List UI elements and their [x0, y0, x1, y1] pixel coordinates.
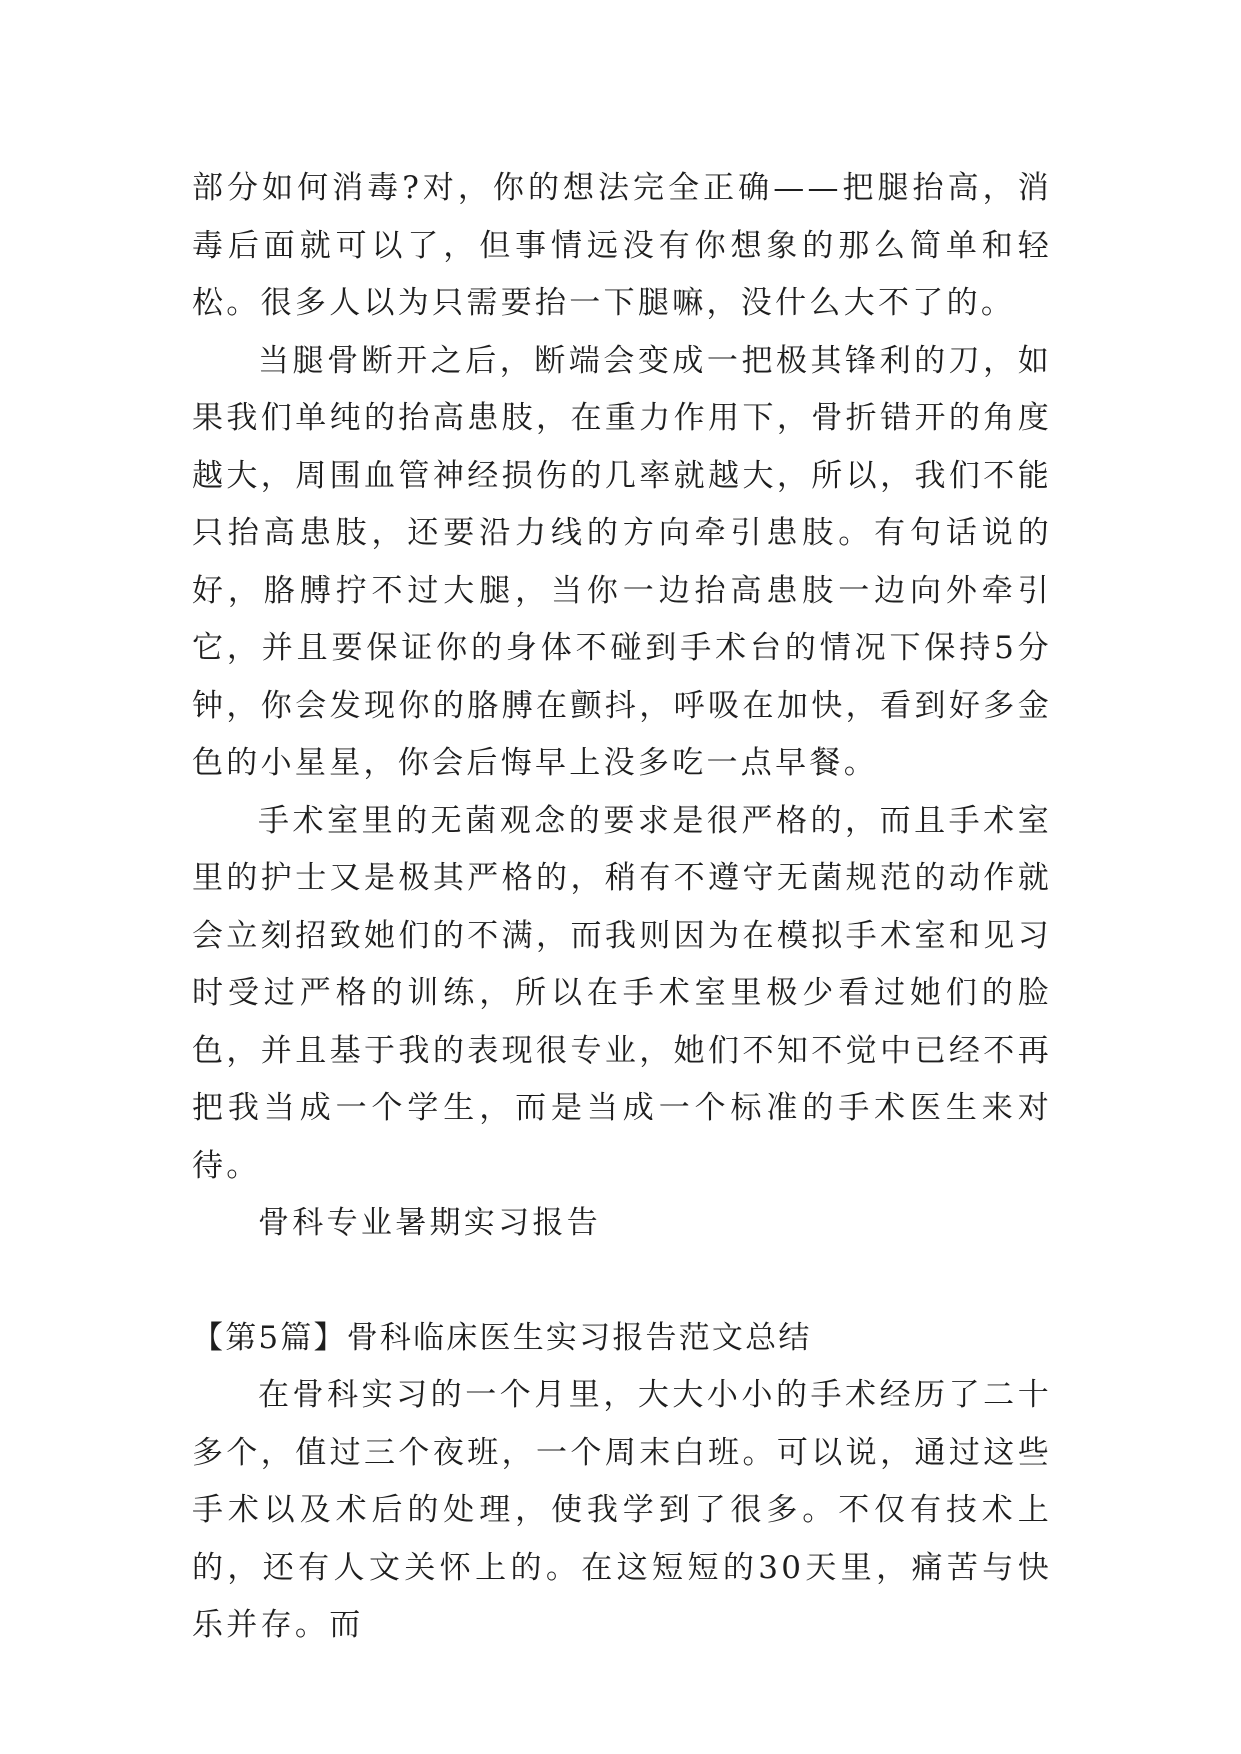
- paragraph-traction: 当腿骨断开之后，断端会变成一把极其锋利的刀，如果我们单纯的抬高患肢，在重力作用下，骨折错开的角度越大，周围血管神经损伤的几率就越大，所以，我们不能只抬高患肢，还要沿力线的方向牵引患肢。有句话说的好，胳膊拧不过大腿，当你一边抬高患肢一边向外牵引它，并且要保证你的身体不碰到手术台的情况下保持5分钟，你会发现你的胳膊在颤抖，呼吸在加快，看到好多金色的小星星，你会后悔早上没多吃一点早餐。: [192, 342, 1052, 781]
- paragraph-internship-month: 在骨科实习的一个月里，大大小小的手术经历了二十多个，值过三个夜班，一个周末白班。可以说，通过这些手术以及术后的处理，使我学到了很多。不仅有技术上的，还有人文关怀上的。在这短短的30天里，痛苦与快乐并存。而: [192, 1377, 1052, 1643]
- paragraph-disinfection: 部分如何消毒?对，你的想法完全正确——把腿抬高，消毒后面就可以了，但事情远没有你想象的那么简单和轻松。很多人以为只需要抬一下腿嘛，没什么大不了的。: [192, 170, 1052, 321]
- paragraph-report-title: 骨科专业暑期实习报告: [258, 1205, 601, 1241]
- section-heading: 【第5篇】骨科临床医生实习报告范文总结: [192, 1319, 812, 1356]
- document-body: [192, 160, 1052, 1655]
- paragraph-aseptic: 手术室里的无菌观念的要求是很严格的，而且手术室里的护士又是极其严格的，稍有不遵守无菌规范的动作就会立刻招致她们的不满，而我则因为在模拟手术室和见习时受过严格的训练，所以在手术室里极少看过她们的脸色，并且基于我的表现很专业，她们不知不觉中已经不再把我当成一个学生，而是当成一个标准的手术医生来对待。: [192, 802, 1052, 1184]
- section-spacer: [192, 1253, 1052, 1310]
